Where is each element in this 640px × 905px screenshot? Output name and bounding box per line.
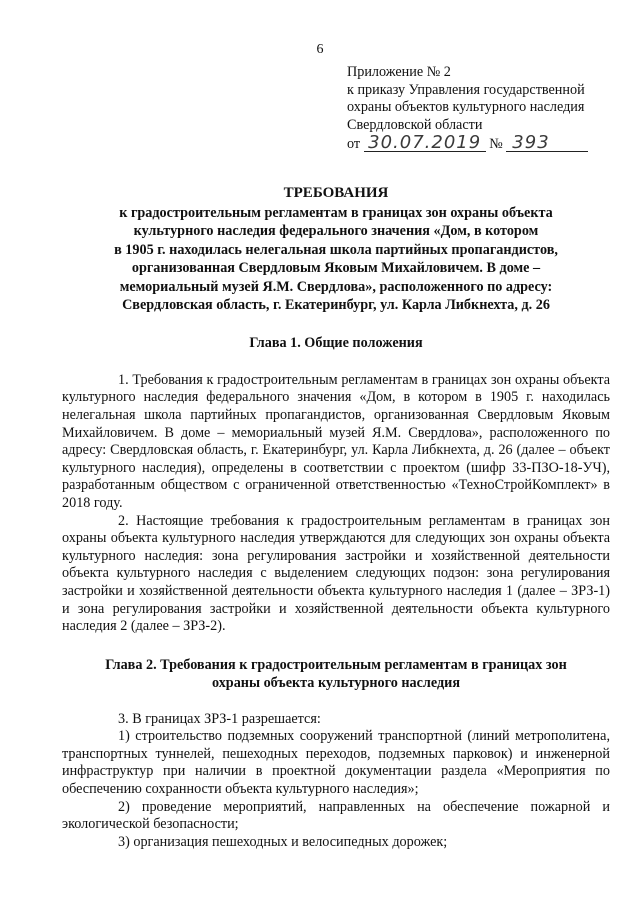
list-item: 1) строительство подземных сооружений транспортной (линий метрополитена, транспортных туннелей, пешеходных переходов, подземных парковок) и инженерной инфраструктур при наличии в проектной документации раздела «Мероприятия по обеспечению сохранности объекта культурного наследия»; bbox=[62, 728, 610, 797]
document-title: ТРЕБОВАНИЯ bbox=[283, 185, 389, 201]
paragraph-3: 3. В границах ЗРЗ-1 разрешается: bbox=[118, 710, 321, 727]
appendix-line: Свердловской области bbox=[347, 116, 483, 133]
appendix-block bbox=[347, 64, 617, 154]
list-item: 3) организация пешеходных и велосипедных дорожек; bbox=[118, 833, 448, 850]
chapter2-heading bbox=[62, 656, 610, 693]
appendix-line: Приложение № 2 bbox=[347, 64, 451, 80]
subtitle-line: Свердловская область, г. Екатеринбург, ул. Карла Либкнехта, д. 26 bbox=[122, 297, 550, 314]
chapter2-heading-line: охраны объекта культурного наследия bbox=[211, 675, 461, 692]
order-date-number bbox=[347, 134, 617, 154]
chapter2-heading-line: Глава 2. Требования к градостроительным регламентам в границах зон bbox=[105, 656, 567, 673]
appendix-line: охраны объектов культурного наследия bbox=[347, 99, 585, 116]
subtitle-line: мемориальный музей Я.М. Свердлова», расположенного по адресу: bbox=[119, 278, 553, 295]
handwritten-number: 393 bbox=[506, 134, 588, 152]
subtitle-line: организованная Свердловым Яковым Михайловичем. В доме – bbox=[131, 260, 541, 277]
document-subtitle bbox=[62, 204, 610, 314]
from-label: от bbox=[347, 136, 361, 153]
handwritten-date: 30.07.2019 bbox=[364, 134, 486, 152]
list-item: 2) проведение мероприятий, направленных на обеспечение пожарной и экологической безопасности; bbox=[62, 798, 610, 833]
appendix-line: к приказу Управления государственной bbox=[347, 81, 585, 98]
subtitle-line: к градостроительным регламентам в границах зон охраны объекта bbox=[119, 205, 553, 221]
page-number: 6 bbox=[316, 42, 324, 57]
document-body bbox=[62, 184, 610, 851]
number-label: № bbox=[489, 136, 503, 153]
subtitle-line: в 1905 г. находилась нелегальная школа партийных пропагандистов, bbox=[114, 241, 558, 258]
paragraph-2: 2. Настоящие требования к градостроительным регламентам в границах зон охраны объекта культурного наследия утверждаются для следующих зон охраны объекта культурного наследия: зона регулирования застройки и хозяйственной деятельности объекта культурного наследия с выделением следующих подзон: зона регулирования застройки и хозяйственной деятельности объекта культурного наследия 1 (далее – ЗРЗ-1) и зона регулирования застройки и хозяйственной деятельности объекта культурного наследия 2 (далее – ЗРЗ-2). bbox=[62, 512, 610, 635]
subtitle-line: культурного наследия федерального значения «Дом, в котором bbox=[133, 223, 539, 240]
paragraph-1: 1. Требования к градостроительным регламентам в границах зон охраны объекта культурного наследия федерального значения «Дом, в котором в 1905 г. находилась нелегальная школа партийных пропагандистов, организованная Свердловым Яковым Михайловичем. В доме – мемориальный музей Я.М. Свердлова», расположенного по адресу: Свердловская область, г. Екатеринбург, ул. Карла Либкнехта, д. 26 (далее – объект культурного наследия), определены в соответствии с проектом (шифр 33-ПЗО-18-УЧ), разработанным обществом с ограниченной ответственностью «ТехноСтройКомплект» в 2018 году. bbox=[62, 371, 610, 511]
chapter1-heading: Глава 1. Общие положения bbox=[249, 335, 423, 352]
